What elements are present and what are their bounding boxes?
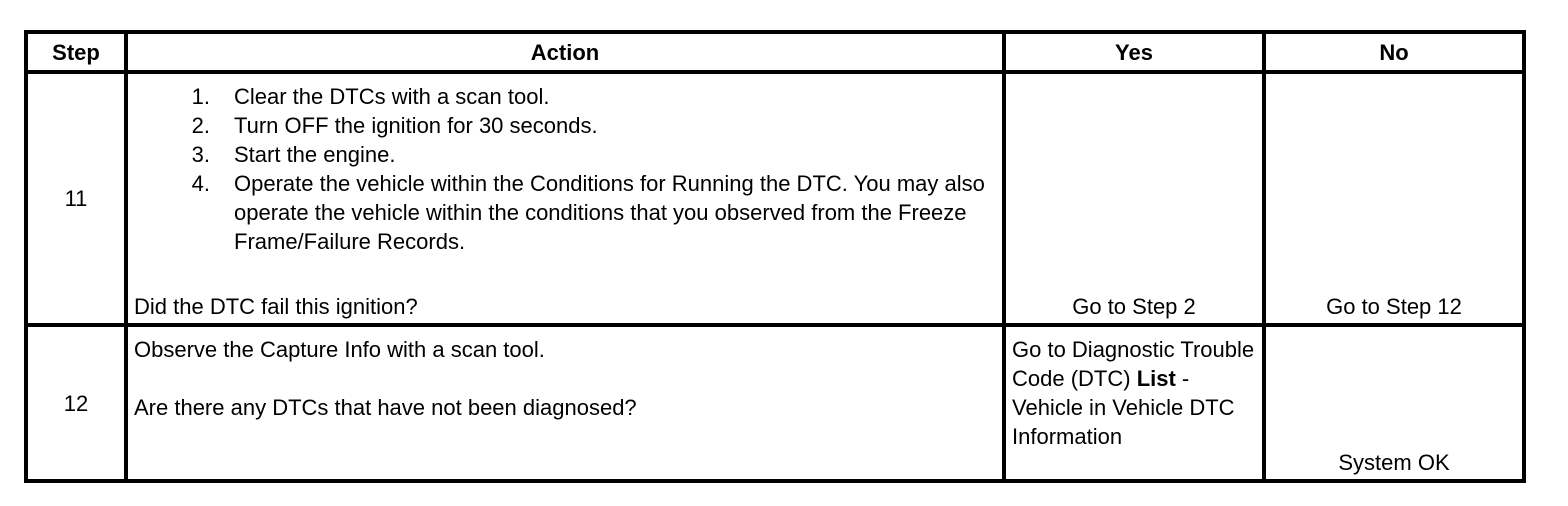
- header-yes: Yes: [1004, 32, 1264, 72]
- table-row-step-11: [26, 72, 1524, 325]
- action-text: Observe the Capture Info with a scan tool.: [134, 337, 545, 363]
- header-action: Action: [126, 32, 1004, 72]
- step-list-text: Turn OFF the ignition for 30 seconds.: [234, 113, 598, 138]
- action-question: Did the DTC fail this ignition?: [134, 294, 418, 320]
- no-result: [1264, 325, 1524, 481]
- step-list-number: 3.: [191, 142, 210, 167]
- no-result-text: System OK: [1338, 450, 1450, 475]
- step-list-number: 2.: [191, 113, 210, 138]
- header-step: Step: [26, 32, 126, 72]
- yes-result-text: Go to Step 2: [1072, 294, 1196, 320]
- yes-result: [1004, 72, 1264, 325]
- list-item: [128, 82, 1002, 111]
- header-no: No: [1264, 32, 1524, 72]
- no-result-text: Go to Step 12: [1326, 294, 1462, 320]
- action-step-list: [128, 82, 1002, 256]
- step-list-number: 4.: [191, 171, 210, 196]
- no-result: [1264, 72, 1524, 325]
- action-cell: [126, 325, 1004, 481]
- step-number: 12: [26, 325, 126, 481]
- diagnostic-table: [24, 30, 1526, 483]
- step-list-text: Start the engine.: [234, 142, 396, 167]
- list-item: [128, 111, 1002, 140]
- header-row: [26, 32, 1524, 72]
- action-cell: [126, 72, 1004, 325]
- yes-link-bold[interactable]: List: [1136, 366, 1176, 392]
- step-list-text: Operate the vehicle within the Conditions for Running the DTC. You may also operate the vehicle within the conditions that you observed from the Freeze Frame/Failure Records.: [234, 171, 985, 254]
- list-item: [128, 169, 1002, 256]
- yes-prefix: Go to Diagnostic Trouble Code (DTC): [1012, 337, 1255, 392]
- step-number: 11: [26, 72, 126, 325]
- step-list-text: Clear the DTCs with a scan tool.: [234, 84, 550, 109]
- action-question: Are there any DTCs that have not been diagnosed?: [134, 395, 637, 421]
- table-row-step-12: [26, 325, 1524, 481]
- yes-result-text: [1012, 327, 1262, 451]
- yes-result: [1004, 325, 1264, 481]
- step-list-number: 1.: [191, 84, 210, 109]
- list-item: [128, 140, 1002, 169]
- yes-suffix: - Vehicle in Vehicle DTC Information: [1012, 366, 1235, 450]
